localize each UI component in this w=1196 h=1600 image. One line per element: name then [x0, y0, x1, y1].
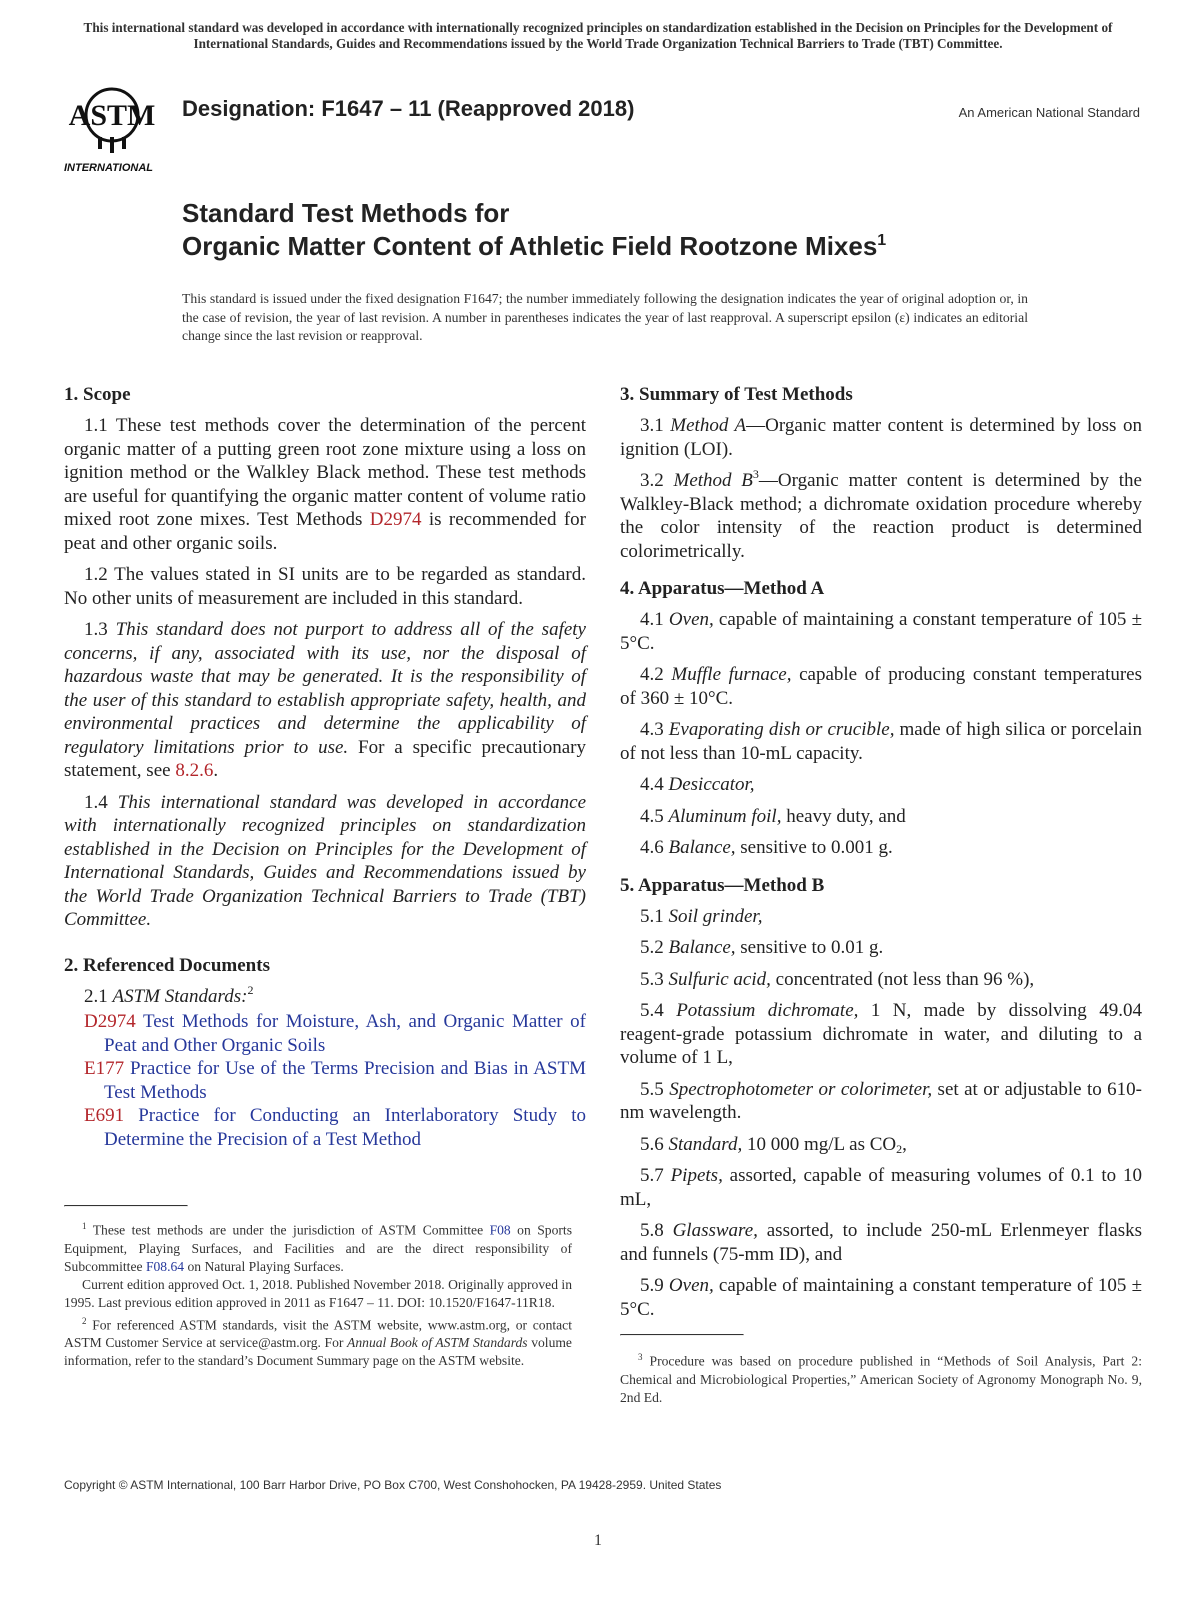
astm-logo-icon [62, 75, 172, 175]
refdocs-heading: 2. Referenced Documents [64, 954, 270, 976]
apparatus-a-item: 4.6 Balance, sensitive to 0.001 g. [640, 837, 893, 858]
ref-e177[interactable]: E177 Practice for Use of the Terms Precision and Bias in ASTM Test Methods [84, 1058, 586, 1103]
footnote-rule [620, 1334, 744, 1336]
footnote-1-edition: Current edition approved Oct. 1, 2018. Published November 2018. Originally approved in 1995. Last previous edition approved in 2011 as F1647 – 11. DOI: 10.1520/F1647-11R18. [64, 1276, 572, 1310]
footnote-1: $^1$ These test methods are under the jurisdiction of ASTM Committee F08 on Sports Equipment, Playing Surfaces, and Facilities and are the direct responsibility of Subcommittee F08.64 on Natural Playing Surfaces. [64, 1221, 572, 1274]
wto-notice: This international standard was developed in accordance with internationally recognized principles on standardization established in the Decision on Principles for the Development of International Standards, Guides and Recommendations issued by the World Trade Organization Technical Barriers to Trade (TBT) Committee. [83, 20, 1113, 51]
page-title [182, 197, 1062, 263]
standard-intro: This standard is issued under the fixed designation F1647; the number immediately following the designation indicates the year of original adoption or, in the case of revision, the year of last revision. A number in parentheses indicates the year of last reapproval. A superscript epsilon (ε) indicates an editorial change since the last revision or reapproval. [182, 291, 1028, 343]
apparatus-b-heading: 5. Apparatus—Method B [620, 874, 825, 896]
apparatus-a-item: 4.4 Desiccator, [640, 774, 755, 795]
footnote-2: $^2$ For referenced ASTM standards, visit the ASTM website, www.astm.org, or contact ASTM Customer Service at service@astm.org. For Annual Book of ASTM Standards volume information, refer to the standard’s Document Summary page on the ASTM website. [64, 1315, 572, 1369]
apparatus-b-item: 5.5 Spectrophotometer or colorimeter, set at or adjustable to 610-nm wavelength. [620, 1078, 1143, 1123]
american-national-standard: An American National Standard [958, 105, 1140, 120]
apparatus-a-item: 4.3 Evaporating dish or crucible, made of high silica or porcelain of not less than 10-mL capacity. [620, 719, 1143, 764]
scope-1-4: 1.4 This international standard was developed in accordance with internationally recognized principles on standardization established in the Decision on Principles for the Development of International Standards, Guides and Recommendations issued by the World Trade Organization Technical Barriers to Trade (TBT) Committee. [64, 791, 587, 930]
right-column [620, 383, 1142, 1329]
apparatus-b-item: 5.6 Standard, 10 000 mg/L as $CO_2$, [640, 1133, 907, 1156]
apparatus-b-item: 5.8 Glassware, assorted, to include 250-mL Erlenmeyer flasks and funnels (75-mm ID), and [620, 1220, 1143, 1265]
footnote-rule [64, 1205, 188, 1207]
footnote-3: $^3$ Procedure was based on procedure published in “Methods of Soil Analysis, Part 2: Chemical and Microbiological Properties,” American Society of Agronomy Monograph No. 9, 2nd Ed. [620, 1352, 1142, 1405]
link-f08[interactable]: F08 [489, 1222, 511, 1238]
scope-heading: 1. Scope [64, 384, 131, 405]
left-footnotes [64, 1205, 572, 1370]
left-column [64, 383, 586, 1151]
copyright: Copyright © ASTM International, 100 Barr Harbor Drive, PO Box C700, West Conshohocken, PA 19428-2959. United States [64, 1478, 722, 1492]
ref-d2974[interactable]: D2974 Test Methods for Moisture, Ash, and Organic Matter of Peat and Other Organic Soils [84, 1011, 586, 1056]
summary-3-2: 3.2 Method $B^3—Organic$ matter content is determined by the Walkley-Black method; a dichromate oxidation procedure whereby the color intensity of the reaction product is determined colorimetrically. [620, 467, 1142, 562]
scope-1-3: 1.3 This standard does not purport to address all of the safety concerns, if any, associated with its use, nor the disposal of hazardous waste that may be generated. It is the responsibility of the user of this standard to establish appropriate safety, health, and environmental practices and determine the applicability of regulatory limitations prior to use. For a specific precautionary statement, see 8.2.6. [64, 619, 586, 781]
apparatus-a-item: 4.1 Oven, capable of maintaining a constant temperature of 105 ± 5°C. [620, 609, 1143, 654]
designation: Designation: F1647 – 11 (Reapproved 2018) [182, 96, 635, 121]
title-line-2: Organic Matter Content of Athletic Field Rootzone Mixes [182, 231, 878, 261]
apparatus-b-item: 5.2 Balance, sensitive to 0.01 g. [640, 937, 884, 958]
logo-subtext: INTERNATIONAL [64, 162, 154, 174]
ref-e691[interactable]: E691 Practice for Conducting an Interlaboratory Study to Determine the Precision of a Test Method [84, 1105, 586, 1150]
astm-logo [62, 75, 172, 175]
apparatus-a-heading: 4. Apparatus—Method A [620, 578, 825, 599]
apparatus-a-item: 4.5 Aluminum foil, heavy duty, and [640, 805, 906, 827]
link-f08-64[interactable]: F08.64 [145, 1258, 185, 1274]
link-d2974[interactable]: D2974 [369, 509, 422, 530]
link-8-2-6[interactable]: 8.2.6 [175, 760, 214, 781]
apparatus-b-item: 5.9 Oven, capable of maintaining a constant temperature of 105 ± 5°C. [620, 1275, 1143, 1320]
apparatus-b-item: 5.3 Sulfuric acid, concentrated (not less than 96 %), [640, 968, 1035, 990]
logo-text: ASTM [68, 99, 156, 132]
title-footnote-ref: 1 [877, 232, 887, 249]
apparatus-b-item: 5.7 Pipets, assorted, capable of measuring volumes of 0.1 to 10 mL, [620, 1165, 1143, 1210]
apparatus-b-item: 5.4 Potassium dichromate, 1 N, made by dissolving 49.04 reagent-grade potassium dichromate in water, and diluting to a volume of 1 L, [620, 1000, 1142, 1068]
apparatus-a-item: 4.2 Muffle furnace, capable of producing constant temperatures of 360 ± 10°C. [620, 664, 1143, 709]
page-number: 1 [594, 1532, 602, 1549]
title-line-1: Standard Test Methods for [182, 198, 510, 228]
refdocs-2-1: 2.1 ASTM Standards:$^2$ [84, 982, 254, 1007]
right-footnotes [620, 1334, 1142, 1407]
scope-1-2: 1.2 The values stated in SI units are to be regarded as standard. No other units of measurement are included in this standard. [64, 564, 586, 609]
summary-3-1: 3.1 Method A—Organic matter content is determined by loss on ignition (LOI). [620, 415, 1142, 460]
scope-1-1: 1.1 These test methods cover the determination of the percent organic matter of a putting green root zone mixture using a loss on ignition method or the Walkley Black method. These test methods are useful for quantifying the organic matter content of volume ratio mixed root zone mixes. Test Methods D2974 is recommended for peat and other organic soils. [64, 415, 587, 554]
apparatus-b-item: 5.1 Soil grinder, [640, 905, 763, 927]
summary-heading: 3. Summary of Test Methods [620, 384, 853, 405]
